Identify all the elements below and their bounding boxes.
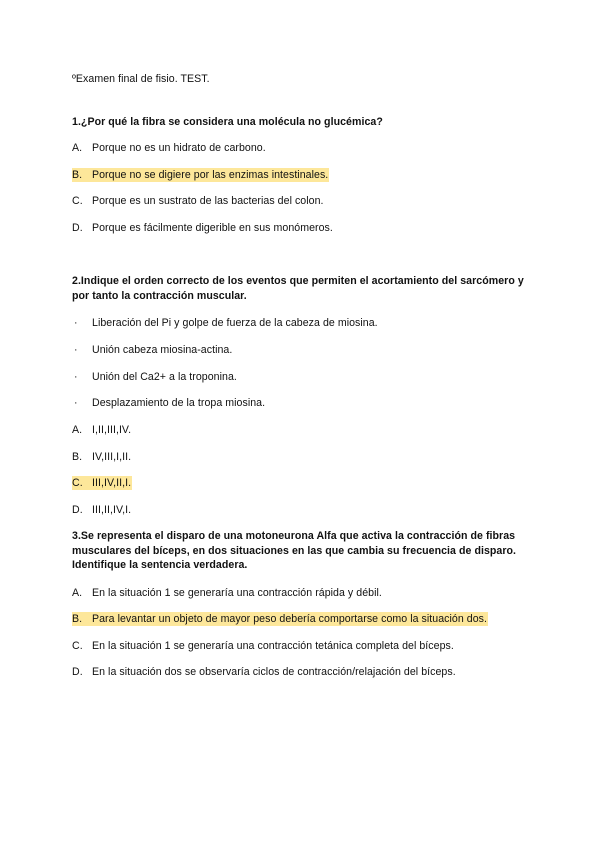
question-2-option-b xyxy=(72,450,131,464)
question-1-option-c xyxy=(72,194,324,208)
item-text: Unión cabeza miosina-actina. xyxy=(92,344,233,356)
bullet-mark: · xyxy=(74,344,78,356)
option-letter: D. xyxy=(72,666,83,678)
highlighted-answer xyxy=(72,476,132,490)
question-3-option-b xyxy=(72,612,488,626)
option-text: Porque es fácilmente digerible en sus monómeros. xyxy=(92,222,333,234)
bullet-mark: · xyxy=(74,397,78,409)
option-letter: C. xyxy=(72,477,83,489)
option-text: I,II,III,IV. xyxy=(92,424,132,436)
document-title: ºExamen final de fisio. TEST. xyxy=(72,73,210,85)
option-text: En la situación dos se observaría ciclos de contracción/relajación del bíceps. xyxy=(92,666,456,678)
option-letter: C. xyxy=(72,195,83,207)
question-3-option-d xyxy=(72,665,456,679)
question-2-option-a xyxy=(72,423,131,437)
bullet-mark: · xyxy=(74,371,78,383)
question-2-option-c xyxy=(72,476,132,490)
option-text: IV,III,I,II. xyxy=(92,451,132,463)
question-1-option-b xyxy=(72,168,329,182)
option-letter: D. xyxy=(72,504,83,516)
question-2-heading: 2.Indique el orden correcto de los eventos que permiten el acortamiento del sarcómero y por tanto la contracción muscular. xyxy=(72,275,524,302)
highlighted-answer xyxy=(72,168,329,182)
option-letter: C. xyxy=(72,640,83,652)
option-text: III,II,IV,I. xyxy=(92,504,132,516)
option-text: En la situación 1 se generaría una contracción rápida y débil. xyxy=(92,587,382,599)
question-1-option-a xyxy=(72,141,266,155)
bullet-mark: · xyxy=(74,317,78,329)
question-3-option-c xyxy=(72,639,454,653)
option-text: En la situación 1 se generaría una contracción tetánica completa del bíceps. xyxy=(92,640,454,652)
question-2-item-1 xyxy=(72,316,378,330)
question-2-item-4 xyxy=(72,396,265,410)
option-text: Porque no es un hidrato de carbono. xyxy=(92,142,266,154)
item-text: Liberación del Pi y golpe de fuerza de la cabeza de miosina. xyxy=(92,317,378,329)
highlighted-answer xyxy=(72,612,488,626)
question-1-option-d xyxy=(72,221,333,235)
question-2-option-d xyxy=(72,503,131,517)
option-text: Para levantar un objeto de mayor peso debería comportarse como la situación dos. xyxy=(92,613,488,625)
item-text: Desplazamiento de la tropa miosina. xyxy=(92,397,266,409)
option-letter: B. xyxy=(72,169,83,181)
option-letter: A. xyxy=(72,587,83,599)
question-2-item-3 xyxy=(72,370,237,384)
option-text: III,IV,II,I. xyxy=(92,477,132,489)
option-letter: A. xyxy=(72,142,83,154)
option-letter: D. xyxy=(72,222,83,234)
question-1-heading: 1.¿Por qué la fibra se considera una molécula no glucémica? xyxy=(72,116,383,128)
option-letter: A. xyxy=(72,424,83,436)
option-letter: B. xyxy=(72,613,83,625)
option-letter: B. xyxy=(72,451,83,463)
option-text: Porque no se digiere por las enzimas intestinales. xyxy=(92,169,329,181)
question-2-item-2 xyxy=(72,343,232,357)
question-3-heading: 3.Se representa el disparo de una motoneurona Alfa que activa la contracción de fibras musculares del bíceps, en dos situaciones en las que cambia su frecuencia de disparo. Identifique la sentencia verdadera. xyxy=(72,530,517,571)
question-3-option-a xyxy=(72,586,382,600)
item-text: Unión del Ca2+ a la troponina. xyxy=(92,371,237,383)
option-text: Porque es un sustrato de las bacterias del colon. xyxy=(92,195,324,207)
